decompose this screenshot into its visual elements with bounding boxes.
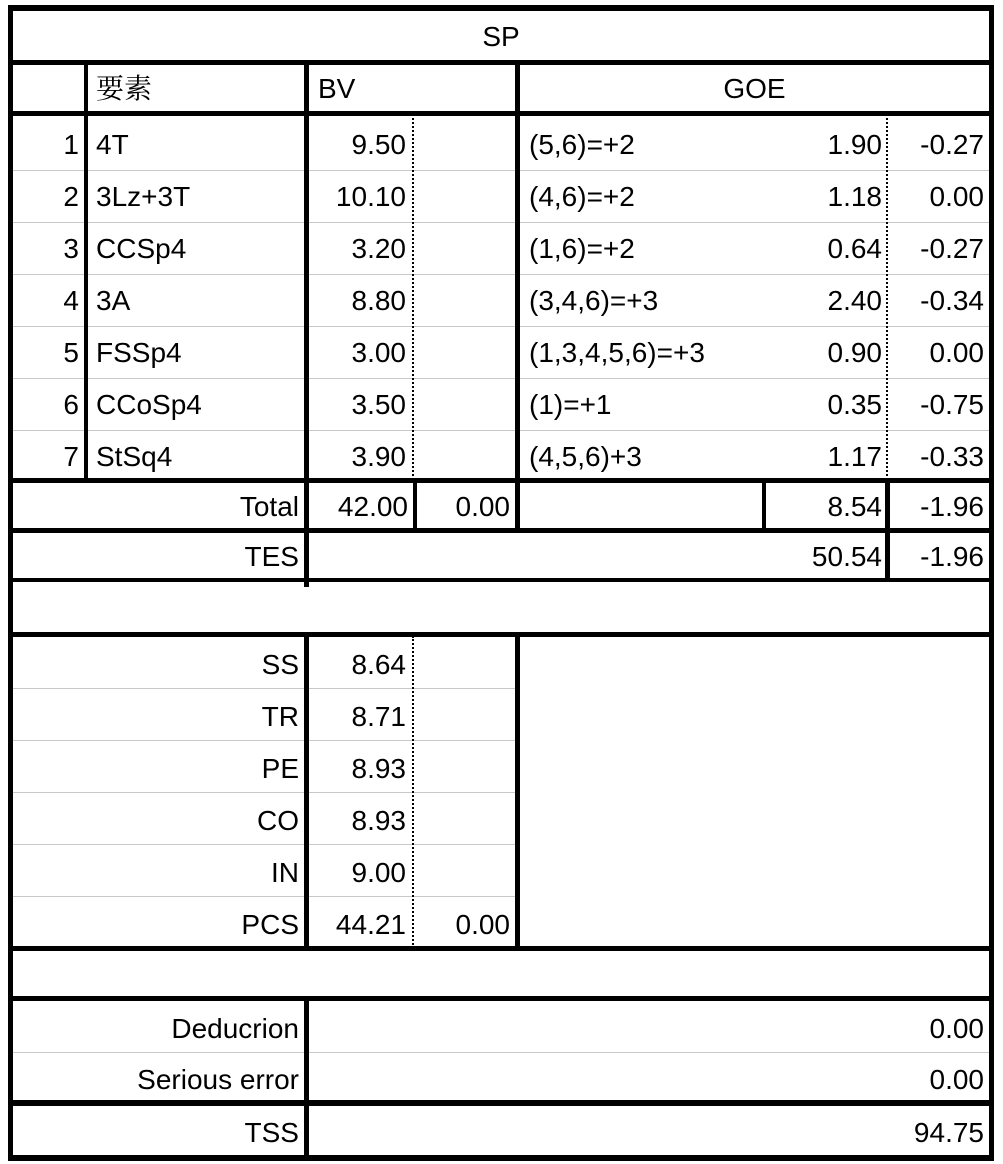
component-label: TR: [261, 701, 299, 732]
row-gridline: [10, 222, 990, 223]
element-goe: 0.35: [827, 389, 882, 420]
header-element: 要素: [96, 73, 153, 104]
serious-error-label: Serious error: [137, 1064, 299, 1095]
element-name: CCSp4: [96, 233, 187, 264]
component-value: 8.93: [351, 753, 406, 784]
element-no: 7: [63, 441, 79, 472]
element-judges: (1)=+1: [529, 389, 612, 420]
pcs-value: 44.21: [335, 909, 406, 940]
element-bv: 3.50: [351, 389, 406, 420]
element-bv: 3.90: [351, 441, 406, 472]
element-goe: 0.90: [827, 337, 882, 368]
element-no: 1: [63, 129, 79, 160]
dotted-divider: [412, 118, 414, 480]
border: [8, 5, 994, 11]
element-name: 3Lz+3T: [96, 181, 191, 212]
deduction-label: Deducrion: [171, 1013, 299, 1044]
pcs-label: PCS: [241, 909, 299, 940]
row-gridline: [10, 274, 990, 275]
element-goe: 1.17: [827, 441, 882, 472]
element-adjustment: -0.27: [920, 233, 984, 264]
border: [8, 111, 994, 116]
component-value: 8.71: [351, 701, 406, 732]
sheet-title: SP: [482, 21, 520, 52]
row-gridline: [10, 740, 520, 741]
row-gridline: [10, 326, 990, 327]
element-bv: 3.20: [351, 233, 406, 264]
element-goe: 2.40: [827, 285, 882, 316]
element-bv: 9.50: [351, 129, 406, 160]
element-judges: (4,6)=+2: [529, 181, 635, 212]
border: [8, 946, 994, 951]
element-name: 3A: [96, 285, 131, 316]
element-judges: (5,6)=+2: [529, 129, 635, 160]
border: [8, 528, 994, 533]
total-adjustment: -1.96: [920, 491, 984, 522]
border: [8, 5, 13, 1161]
tes-value: 50.54: [811, 541, 882, 572]
element-judges: (1,3,4,5,6)=+3: [529, 337, 705, 368]
row-gridline: [10, 792, 520, 793]
border: [989, 5, 994, 1161]
deduction-value: 0.00: [929, 1013, 984, 1044]
element-adjustment: -0.27: [920, 129, 984, 160]
element-no: 4: [63, 285, 79, 316]
total-goe: 8.54: [827, 491, 882, 522]
element-no: 3: [63, 233, 79, 264]
border: [515, 60, 520, 533]
component-value: 9.00: [351, 857, 406, 888]
border: [8, 60, 994, 65]
element-goe: 0.64: [827, 233, 882, 264]
total-bv-secondary: 0.00: [455, 491, 510, 522]
element-adjustment: 0.00: [929, 181, 984, 212]
tes-label: TES: [244, 541, 299, 572]
element-name: FSSp4: [96, 337, 182, 368]
element-name: 4T: [96, 129, 129, 160]
row-gridline: [10, 378, 990, 379]
component-label: PE: [261, 753, 299, 784]
row-gridline: [10, 430, 990, 431]
dotted-divider: [412, 636, 414, 948]
element-no: 2: [63, 181, 79, 212]
element-name: CCoSp4: [96, 389, 202, 420]
row-gridline: [10, 844, 520, 845]
border: [304, 632, 309, 951]
component-label: SS: [261, 649, 299, 680]
element-adjustment: -0.75: [920, 389, 984, 420]
element-bv: 10.10: [335, 181, 406, 212]
tss-label: TSS: [244, 1117, 299, 1148]
component-value: 8.64: [351, 649, 406, 680]
element-bv: 8.80: [351, 285, 406, 316]
element-no: 6: [63, 389, 79, 420]
tes-adjustment: -1.96: [920, 541, 984, 572]
border: [8, 632, 994, 637]
serious-error-value: 0.00: [929, 1064, 984, 1095]
element-adjustment: -0.34: [920, 285, 984, 316]
border: [8, 578, 994, 582]
pcs-value-secondary: 0.00: [455, 909, 510, 940]
element-judges: (1,6)=+2: [529, 233, 635, 264]
total-bv: 42.00: [337, 491, 408, 522]
element-adjustment: 0.00: [929, 337, 984, 368]
header-bv: BV: [318, 73, 356, 104]
component-label: IN: [271, 857, 299, 888]
element-adjustment: -0.33: [920, 441, 984, 472]
tss-value: 94.75: [913, 1117, 984, 1148]
border: [8, 1155, 994, 1161]
row-gridline: [10, 1052, 990, 1053]
border: [8, 478, 994, 483]
element-judges: (3,4,6)=+3: [529, 285, 659, 316]
border: [8, 1100, 994, 1106]
element-no: 5: [63, 337, 79, 368]
component-value: 8.93: [351, 805, 406, 836]
border: [515, 632, 520, 951]
element-name: StSq4: [96, 441, 173, 472]
border: [8, 996, 994, 1001]
element-goe: 1.18: [827, 181, 882, 212]
row-gridline: [10, 688, 520, 689]
component-label: CO: [257, 805, 299, 836]
element-judges: (4,5,6)+3: [529, 441, 642, 472]
total-label: Total: [239, 491, 299, 522]
header-goe: GOE: [723, 73, 786, 104]
border: [84, 60, 88, 483]
row-gridline: [10, 896, 520, 897]
dotted-divider: [886, 118, 888, 480]
row-gridline: [10, 170, 990, 171]
element-goe: 1.90: [827, 129, 882, 160]
element-bv: 3.00: [351, 337, 406, 368]
